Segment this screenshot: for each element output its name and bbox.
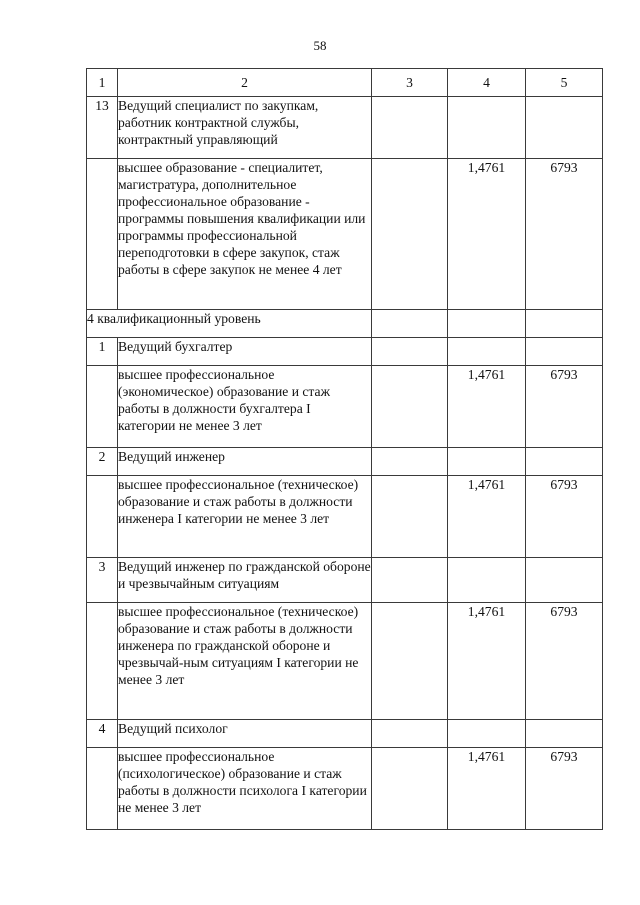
requirements-text: высшее профессиональное (психологическое) образование и стаж работы в должности психолога I категории не менее 3 лет xyxy=(118,748,372,830)
cell-col5 xyxy=(526,720,603,748)
row-number xyxy=(87,476,118,558)
cell-col5 xyxy=(526,338,603,366)
cell-col3 xyxy=(372,159,448,310)
row-number: 1 xyxy=(87,338,118,366)
salary-value: 6793 xyxy=(526,748,603,830)
cell-col3 xyxy=(372,97,448,159)
row-number xyxy=(87,366,118,448)
cell-col4 xyxy=(448,97,526,159)
cell-col4 xyxy=(448,310,526,338)
coefficient-value: 1,4761 xyxy=(448,476,526,558)
table-row xyxy=(87,159,603,310)
requirements-text: высшее профессиональное (техническое) образование и стаж работы в должности инженера I категории не менее 3 лет xyxy=(118,476,372,558)
table-row xyxy=(87,97,603,159)
table-row xyxy=(87,366,603,448)
table-row xyxy=(87,558,603,603)
table-row xyxy=(87,720,603,748)
position-title: Ведущий психолог xyxy=(118,720,372,748)
section-title: 4 квалификационный уровень xyxy=(87,310,372,338)
cell-col3 xyxy=(372,720,448,748)
row-number xyxy=(87,748,118,830)
coefficient-value: 1,4761 xyxy=(448,748,526,830)
position-title: Ведущий инженер по гражданской обороне и чрезвычайным ситуациям xyxy=(118,558,372,603)
position-title: Ведущий специалист по закупкам, работник контрактной службы, контрактный управляющий xyxy=(118,97,372,159)
cell-col3 xyxy=(372,366,448,448)
section-row xyxy=(87,310,603,338)
cell-col5 xyxy=(526,448,603,476)
cell-col4 xyxy=(448,558,526,603)
table-row xyxy=(87,338,603,366)
column-header: 2 xyxy=(118,69,372,97)
table-header-row xyxy=(87,69,603,97)
column-header: 1 xyxy=(87,69,118,97)
requirements-text: высшее профессиональное (техническое) образование и стаж работы в должности инженера по гражданской обороне и чрезвычай-ным ситуациям I категории не менее 3 лет xyxy=(118,603,372,720)
column-header: 4 xyxy=(448,69,526,97)
cell-col3 xyxy=(372,448,448,476)
cell-col4 xyxy=(448,448,526,476)
requirements-text: высшее образование - специалитет, магистратура, дополнительное профессиональное образование - программы повышения квалификации или программы профессиональной переподготовки в сфере закупок, стаж работы в сфере закупок не менее 4 лет xyxy=(118,159,372,310)
table-row xyxy=(87,448,603,476)
position-title: Ведущий инженер xyxy=(118,448,372,476)
salary-value: 6793 xyxy=(526,603,603,720)
cell-col3 xyxy=(372,603,448,720)
cell-col5 xyxy=(526,310,603,338)
cell-col4 xyxy=(448,720,526,748)
coefficient-value: 1,4761 xyxy=(448,159,526,310)
coefficient-value: 1,4761 xyxy=(448,366,526,448)
coefficient-value: 1,4761 xyxy=(448,603,526,720)
table-row xyxy=(87,603,603,720)
cell-col3 xyxy=(372,476,448,558)
salary-value: 6793 xyxy=(526,366,603,448)
cell-col4 xyxy=(448,338,526,366)
cell-col5 xyxy=(526,97,603,159)
salary-value: 6793 xyxy=(526,159,603,310)
qualification-table xyxy=(86,68,603,830)
column-header: 5 xyxy=(526,69,603,97)
row-number xyxy=(87,603,118,720)
row-number: 4 xyxy=(87,720,118,748)
cell-col3 xyxy=(372,310,448,338)
row-number: 13 xyxy=(87,97,118,159)
table-row xyxy=(87,476,603,558)
salary-value: 6793 xyxy=(526,476,603,558)
cell-col3 xyxy=(372,748,448,830)
row-number: 2 xyxy=(87,448,118,476)
page-number: 58 xyxy=(313,38,327,53)
cell-col3 xyxy=(372,338,448,366)
column-header: 3 xyxy=(372,69,448,97)
requirements-text: высшее профессиональное (экономическое) образование и стаж работы в должности бухгалтера I категории не менее 3 лет xyxy=(118,366,372,448)
row-number: 3 xyxy=(87,558,118,603)
cell-col5 xyxy=(526,558,603,603)
row-number xyxy=(87,159,118,310)
position-title: Ведущий бухгалтер xyxy=(118,338,372,366)
table-row xyxy=(87,748,603,830)
cell-col3 xyxy=(372,558,448,603)
